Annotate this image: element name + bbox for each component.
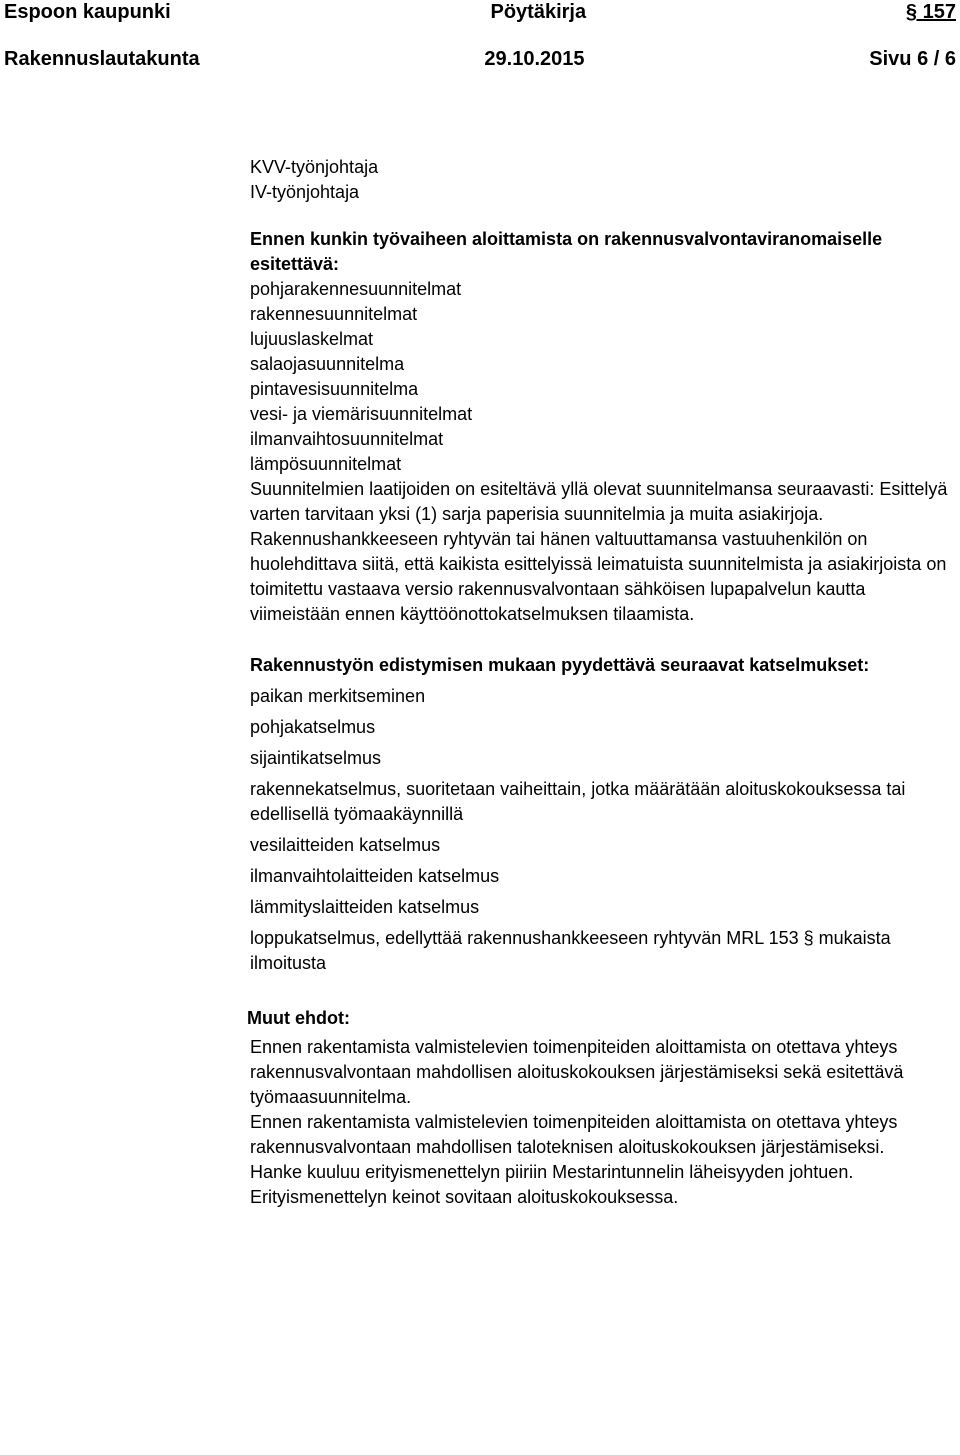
other-conditions-paragraph: Ennen rakentamista valmistelevien toimenpiteiden aloittamista on otettava yhteys rakennusvalvontaan mahdollisen aloituskokouksen järjestämiseksi sekä esitettävä työmaasuunnitelma. — [250, 1037, 904, 1107]
list-item: lujuuslaskelmat — [250, 329, 374, 349]
plans-list — [250, 277, 956, 477]
plans-section — [250, 227, 956, 627]
plans-heading: Ennen kunkin työvaiheen aloittamista on rakennusvalvontaviranomaiselle esitettävä: — [250, 229, 883, 274]
inspections-list — [250, 684, 956, 976]
page-number: Sivu 6 / 6 — [869, 48, 956, 70]
supervisor-list — [250, 155, 956, 205]
other-conditions-paragraph: Hanke kuuluu erityismenettelyn piiriin Mestarintunnelin läheisyyden johtuen. Erityismenettelyn keinot sovitaan aloituskokouksessa. — [250, 1162, 854, 1207]
section-number: § 157 — [905, 1, 956, 23]
inspections-heading: Rakennustyön edistymisen mukaan pyydettävä seuraavat katselmukset: — [250, 655, 870, 675]
list-item: sijaintikatselmus — [250, 748, 382, 768]
inspections-section — [250, 653, 956, 976]
plans-paragraph: Suunnitelmien laatijoiden on esiteltävä yllä olevat suunnitelmansa seuraavasti: Esittelyä varten tarvitaan yksi (1) sarja paperisia suunnitelmia ja muita asiakirjoja. Rakennushankkeeseen ryhtyvän tai hänen valtuuttamansa vastuuhenkilön on huolehdittava siitä, että kaikista esittelyissä leimatuista suunnitelmista ja asiakirjoista on toimitettu vastaava versio rakennusvalvontaan sähköisen lupapalvelun kautta viimeistään ennen käyttöönottokatselmuksen tilaamista. — [250, 479, 948, 624]
header-row-1 — [4, 0, 956, 24]
list-item: pohjarakennesuunnitelmat — [250, 279, 462, 299]
list-item: vesilaitteiden katselmus — [250, 835, 441, 855]
list-item: vesi- ja viemärisuunnitelmat — [250, 404, 473, 424]
list-item: rakennesuunnitelmat — [250, 304, 418, 324]
board-name: Rakennuslautakunta — [4, 48, 200, 70]
list-item: ilmanvaihtolaitteiden katselmus — [250, 866, 500, 886]
list-item: paikan merkitseminen — [250, 686, 426, 706]
list-item: loppukatselmus, edellyttää rakennushankkeeseen ryhtyvän MRL 153 § mukaista ilmoitusta — [250, 928, 891, 973]
meeting-date: 29.10.2015 — [484, 48, 585, 70]
list-item: pohjakatselmus — [250, 717, 376, 737]
list-item: salaojasuunnitelma — [250, 354, 405, 374]
list-item: lämmityslaitteiden katselmus — [250, 897, 480, 917]
list-item: rakennekatselmus, suoritetaan vaiheittain, jotka määrätään aloituskokouksessa tai edellisellä työmaakäynnillä — [250, 779, 906, 824]
document-type: Pöytäkirja — [490, 1, 587, 23]
other-conditions-paragraph: Ennen rakentamista valmistelevien toimenpiteiden aloittamista on otettava yhteys rakennusvalvontaan mahdollisen taloteknisen aloituskokouksen järjestämiseksi. — [250, 1112, 898, 1157]
list-item: ilmanvaihtosuunnitelmat — [250, 429, 444, 449]
list-item: IV-työnjohtaja — [250, 182, 360, 202]
document-body — [247, 155, 956, 1210]
other-conditions-heading: Muut ehdot: — [247, 1008, 350, 1028]
header-row-2 — [4, 47, 956, 71]
org-name: Espoon kaupunki — [4, 1, 171, 23]
other-conditions-section — [247, 1006, 956, 1210]
list-item: pintavesisuunnitelma — [250, 379, 419, 399]
list-item: KVV-työnjohtaja — [250, 157, 379, 177]
list-item: lämpösuunnitelmat — [250, 454, 402, 474]
